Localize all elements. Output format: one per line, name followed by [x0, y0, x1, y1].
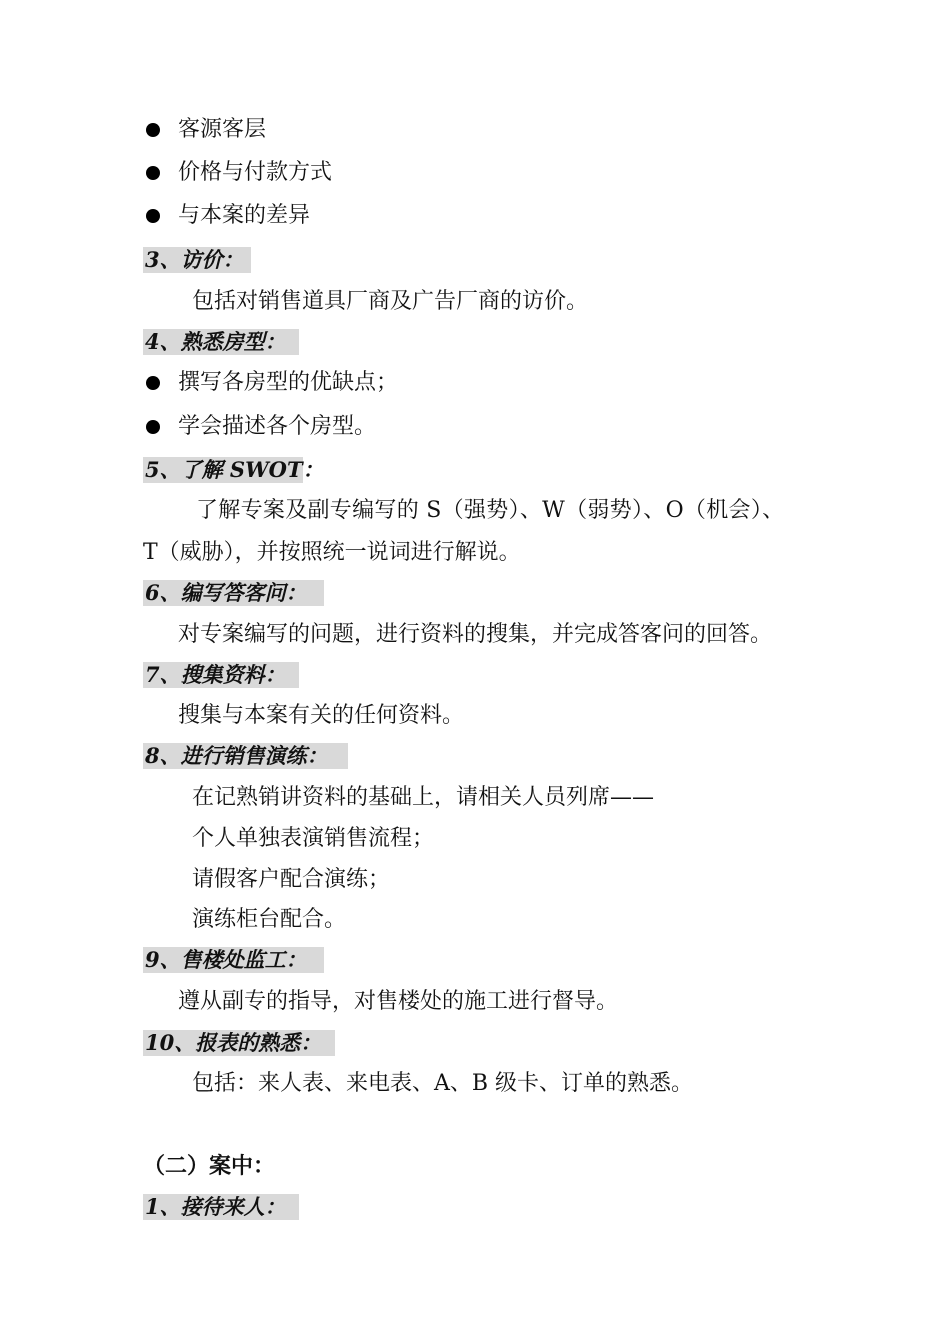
list-item: 撰写各房型的优缺点； [178, 370, 399, 395]
paragraph-line: 请假客户配合演练； [192, 867, 391, 892]
paragraph: 包括对销售道具厂商及广告厂商的访价。 [192, 289, 589, 314]
section-heading-8: 8、进行销售演练： [143, 743, 348, 769]
paragraph: 对专案编写的问题，进行资料的搜集，并完成答客问的回答。 [178, 622, 773, 647]
paragraph-line: T（威胁），并按照统一说词进行解说。 [143, 540, 521, 565]
section-heading-4: 4、熟悉房型： [143, 329, 299, 355]
paragraph-line: 个人单独表演销售流程； [192, 826, 435, 851]
paragraph-line: 在记熟销讲资料的基础上，请相关人员列席—— [192, 785, 655, 810]
paragraph: 遵从副专的指导，对售楼处的施工进行督导。 [178, 989, 619, 1014]
section-heading-1: 1、接待来人： [143, 1194, 299, 1220]
section-heading-5: 5、了解 SWOT： [145, 457, 324, 482]
section-heading-6: 6、编写答客问： [143, 580, 324, 606]
paragraph-line: 演练柜台配合。 [192, 907, 347, 932]
list-item: 客源客层 [178, 117, 267, 142]
bullet-dot [146, 209, 160, 223]
bullet-dot [146, 376, 160, 390]
paragraph: 搜集与本案有关的任何资料。 [178, 703, 465, 728]
section-title: （二）案中： [143, 1154, 276, 1179]
list-item: 价格与付款方式 [178, 160, 333, 185]
section-heading-10: 10、报表的熟悉： [143, 1030, 335, 1056]
bullet-dot [146, 420, 160, 434]
section-heading-9: 9、售楼处监工： [143, 947, 324, 973]
list-item: 学会描述各个房型。 [178, 414, 377, 439]
bullet-dot [146, 166, 160, 180]
list-item: 与本案的差异 [178, 203, 311, 228]
paragraph-line: 了解专案及副专编写的 S（强势）、W（弱势）、O（机会）、 [196, 498, 785, 523]
section-heading-3: 3、访价： [143, 247, 251, 273]
paragraph: 包括：来人表、来电表、A、B 级卡、订单的熟悉。 [192, 1071, 694, 1096]
bullet-dot [146, 123, 160, 137]
section-heading-7: 7、搜集资料： [143, 662, 299, 688]
